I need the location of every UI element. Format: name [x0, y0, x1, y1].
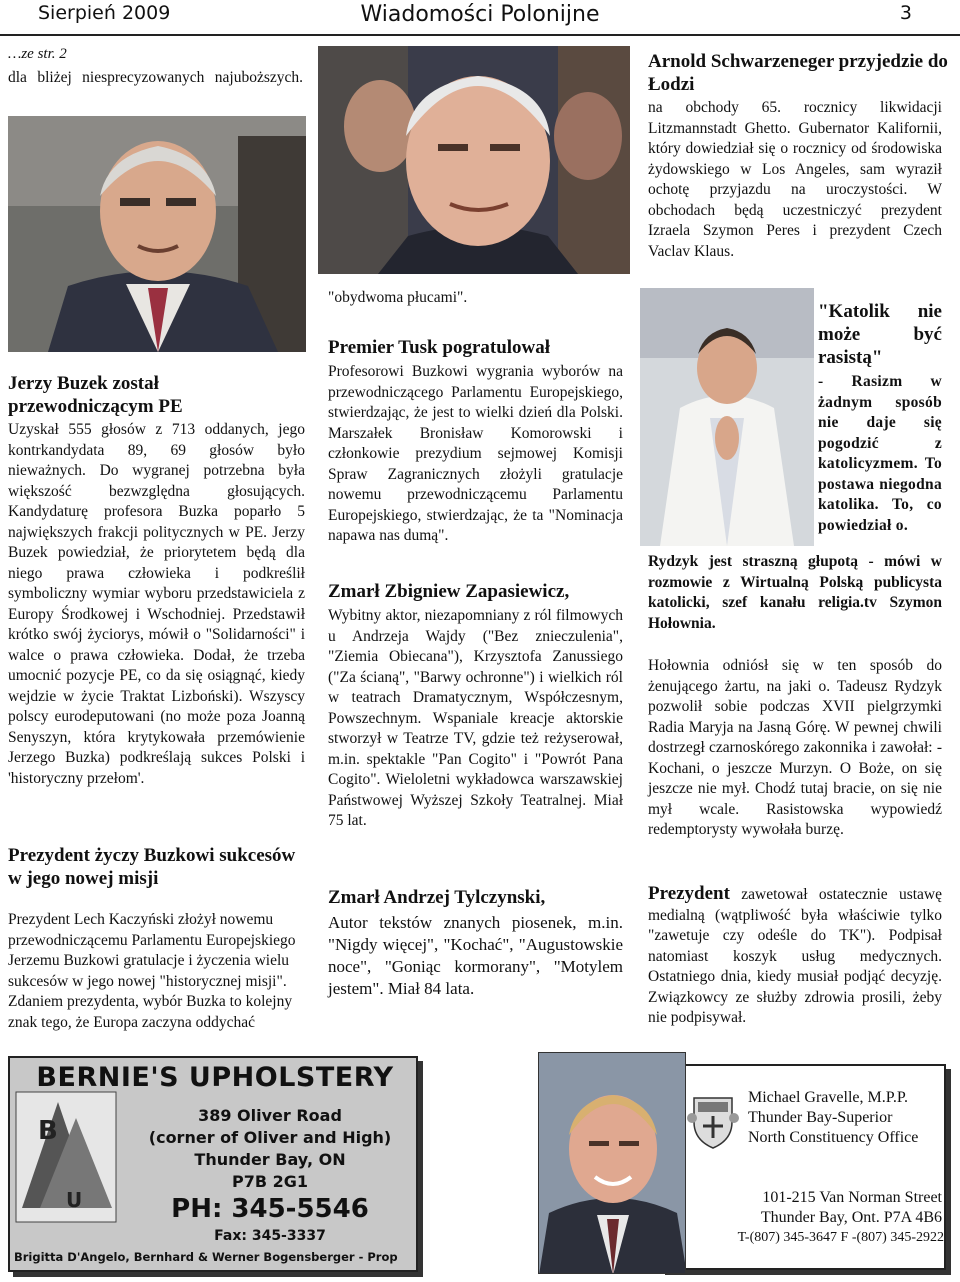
- gravelle-riding: Thunder Bay-Superior: [748, 1109, 893, 1126]
- gravelle-phones: T-(807) 345-3647 F -(807) 345-2922: [737, 1230, 944, 1245]
- buzek-headline: Jerzy Buzek został przewodniczącym PE: [8, 373, 183, 417]
- tusk-headline: Premier Tusk pogratulował: [328, 337, 551, 358]
- bernies-upholstery-ad: [8, 1056, 418, 1272]
- gravelle-address-2: Thunder Bay, Ont. P7A 4B6: [760, 1209, 942, 1226]
- holownia-article: Hołownia odniósł się w ten sposób do żenującego żartu, na jaki o. Tadeusz Rydzyk pozwolił sobie podczas XVII pielgrzymki Radia Maryja na Jasną Górę. W pewnej chwili dostrzegł czarnoskórego zakonnika i zawołał: - Kochani, o jeszcze Murzyn. O Boże, on się jeszcze nie mył. Chodź tutaj bracie, on się nie mył wcale. Rasistowska wypowiedź redemptorysty wywołała burzę.: [648, 657, 942, 838]
- kaczynski-photo: [318, 46, 630, 274]
- arnold-headline: Arnold Schwarzeneger przyjedzie do Łodzi: [648, 51, 948, 95]
- prezydent-veto-article: Prezydent zawetował ostatecznie ustawę medialną (wątpliwość była właściwie tylko "zawetuje czy odeśle do TK"). Podpisał natomiast koszyk usług medycznych. Ostatniego dnia, kiedy musiał podjąć decyzję. Związkowcy ze służby zdrowia prosili, żeby nie podpisywał.: [648, 883, 942, 1026]
- rydzyk-photo-image: [640, 288, 814, 546]
- gravelle-address-1: 101-215 Van Norman Street: [762, 1189, 942, 1206]
- zapasiewicz-article: Wybitny aktor, niezapomniany z ról filmowych u Andrzeja Wajdy ("Bez znieczulenia", "Ziemia Obiecana"), Krzysztofa Zanussiego ("Za ścianą", "Barwy ochronne") i wielkich ról w teatrach Dramatycznym, Współczesnym, Powszechnym. Wspaniale kreacje aktorskie stworzył w Teatrze TV, gdzie też reżyserował, m.in. spektakle "Pan Cogito" i "Powrót Pana Cogito". Wieloletni wykładowca warszawskiej Państwowej Wyższej Szkoły Teatralnej. Miał 75 lat.: [328, 607, 623, 829]
- arnold-article: na obchody 65. rocznicy likwidacji Litzmannstadt Ghetto. Gubernator Kalifornii, który dowiedział się o rocznicy od środowiska żydowskiego w Los Angeles, sam wyraził ochotę przyjazdu na uroczystości. W obchodach będą uczestniczyć prezydent Izraela Szymon Peres i prezydent Czech Vaclav Klaus.: [648, 99, 942, 260]
- katolik-lead-wrap: - Rasizm w żadnym sposób nie daje się pogodzić z katolicyzmem. To postawa niegodna katolika. To, co powiedział o.: [818, 373, 942, 534]
- bernies-owners: Brigitta D'Angelo, Bernhard & Werner Bogensberger - Prop: [14, 1250, 398, 1264]
- gravelle-photo: [538, 1052, 686, 1274]
- bernies-logo-u: U: [66, 1188, 83, 1212]
- tylczynski-headline: Zmarł Andrzej Tylczynski,: [328, 887, 546, 908]
- gravelle-office: North Constituency Office: [748, 1129, 919, 1146]
- gravelle-photo-image: [539, 1053, 686, 1274]
- rydzyk-photo: [640, 288, 814, 546]
- bernies-address-4: P7B 2G1: [231, 1172, 309, 1191]
- prezydent-headline: Prezydent życzy Buzkowi sukcesów w jego nowej misji: [8, 845, 296, 889]
- prezydent-word: Prezydent: [648, 883, 730, 904]
- buzek-article: Uzyskał 555 głosów z 713 oddanych, jego kontrkandydata 89, 69 głosów było nieważnych. Do wygranej potrzebna była większość bezwzględna głosujących. Kandydaturę profesora Buzka poparło 5 największych frakcji politycznych w PE. Jerzy Buzek powiedział, że priorytetem będą dla niego prawa człowieka i podkreślił symboliczny wymiar wyboru przedstawiciela z Europy Środkowej i Wschodniej. Przedstawił krótko swój życiorys, mówił o "Solidarności" i walce o prawa człowieka. Dodał, że trzeba umocnić pozycje PE, co da się osiągnąć, kiedy wejdzie w życie Traktat Lizboński). Wszyscy polscy eurodeputowani (no może poza Joanną Senyszyn, która krytykowała przemówienie Jerzego Buzka) podkreślają sukces Polski i 'historyczny przełom'.: [8, 421, 305, 787]
- buzek-photo: [8, 116, 306, 352]
- continued-text: dla bliżej niesprecyzowanych najuboższych.: [8, 69, 303, 86]
- zapasiewicz-headline: Zmarł Zbigniew Zapasiewicz,: [328, 581, 570, 602]
- obydwoma-quote: "obydwoma płucami".: [328, 289, 468, 306]
- page-header: [0, 0, 960, 36]
- bernies-name: BERNIE'S UPHOLSTERY: [36, 1062, 394, 1093]
- tusk-article: Profesorowi Buzkowi wygrania wyborów na przewodniczącego Parlamentu Europejskiego, stwierdzając, że jest to wielki dzień dla Polski. Marszałek Bronisław Komorowski i członkowie prezydium sejmowej Komisji Spraw Zagranicznych złożyli gratulacje nowemu przewodniczącemu Parlamentu Europejskiego, stwierdzając, że ta "Nominacja napawa nas dumą".: [328, 363, 623, 544]
- katolik-lead-1: [818, 372, 942, 536]
- buzek-photo-image: [8, 116, 306, 352]
- katolik-lead-2: Rydzyk jest straszną głupotą - mówi w rozmowie z Wirtualną Polską publicysta katolicki, szef kanału religia.tv Szymon Hołownia.: [648, 553, 942, 632]
- bernies-address-1: 389 Oliver Road: [198, 1106, 342, 1125]
- bernies-phone: PH: 345-5546: [171, 1194, 369, 1224]
- gravelle-name: Michael Gravelle, M.P.P.: [748, 1089, 908, 1106]
- bernies-address-3: Thunder Bay, ON: [194, 1150, 346, 1169]
- katolik-headline: "Katolik nie może być rasistą": [818, 301, 942, 368]
- bernies-address-2: (corner of Oliver and High): [148, 1128, 392, 1147]
- kaczynski-photo-image: [318, 46, 630, 274]
- newspaper-title: Wiadomości Polonijne: [360, 2, 600, 27]
- bernies-logo-b: B: [38, 1116, 58, 1146]
- page-number: 3: [899, 2, 912, 24]
- ontario-crest-icon: [686, 1088, 740, 1152]
- tylczynski-article: Autor tekstów znanych piosenek, m.in. "Nigdy więcej", "Kochać", "Augustowskie noce", "Goniąc kormorany", "Motylem jestem". Miał 84 lata.: [328, 913, 623, 998]
- issue-date: Sierpień 2009: [38, 2, 171, 24]
- prezydent-article: Prezydent Lech Kaczyński złożył nowemu przewodniczącemu Parlamentu Europejskiego Jerzemu Buzkowi gratulacje i życzenia wielu sukcesów w jego nowej "historycznej misji". Zdaniem prezydenta, wybór Buzka to kolejny znak tego, że Europa zaczyna oddychać: [8, 911, 296, 1031]
- bernies-fax: Fax: 345-3337: [214, 1228, 326, 1244]
- continued-label: …ze str. 2: [8, 46, 67, 62]
